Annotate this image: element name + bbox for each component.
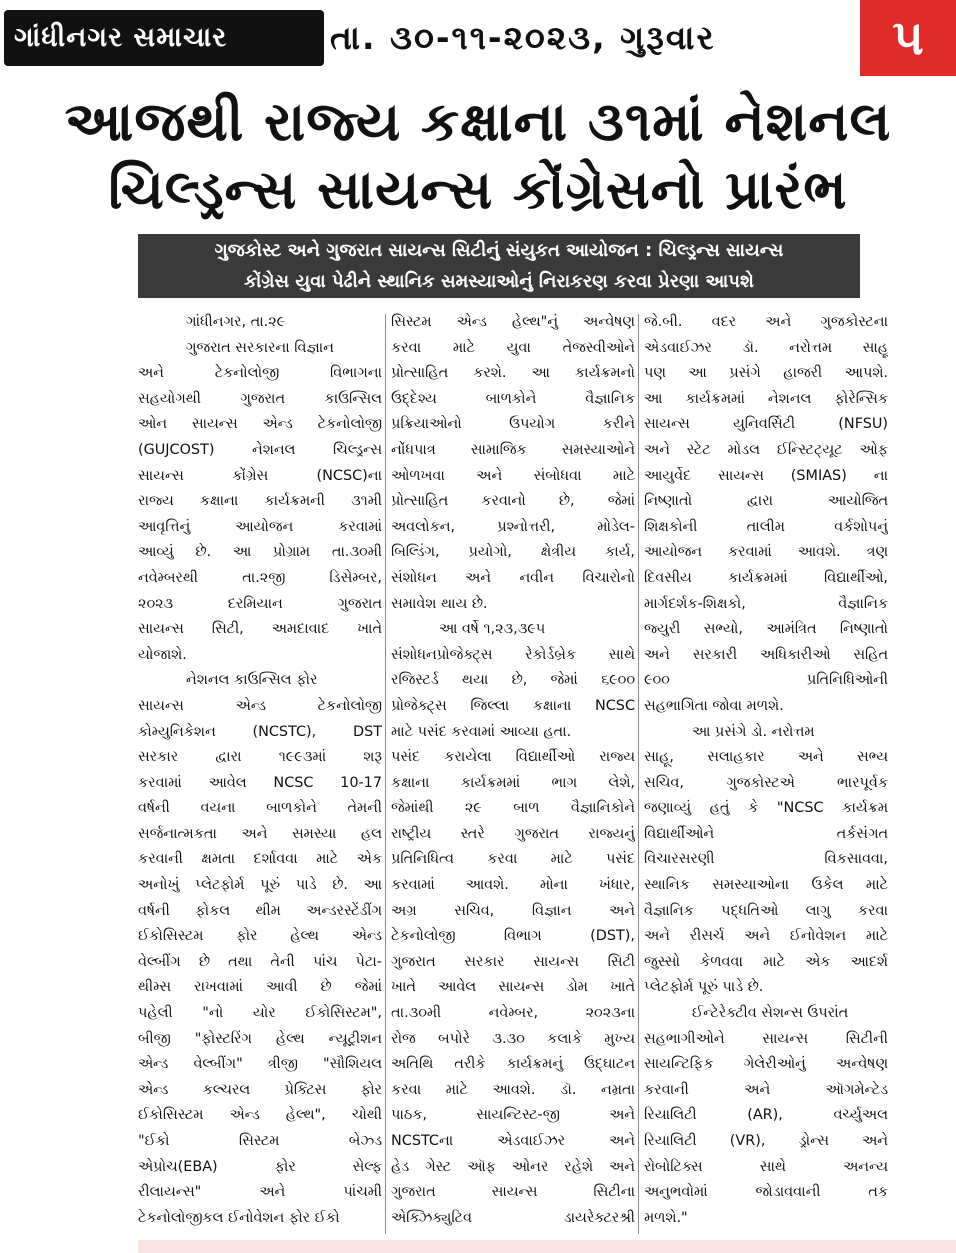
- article-text-line: વૈજ્ઞાનિક પદ્ધતિઓ લાગુ કરવા: [644, 902, 888, 919]
- article-text-line: આવ્યું છે. આ પ્રોગ્રામ તા.૩૦મી: [138, 544, 382, 561]
- article-text-line: સર્જનાત્મકતા અને સમસ્યા હલ: [138, 825, 382, 842]
- article-text-line: ઈકોસિસ્ટમ એન્ડ હેલ્થ", ચોથી: [138, 1107, 382, 1124]
- article-text-line: બીજી "ફોસ્ટરિંગ હેલ્થ ન્યૂટ્રીશન: [138, 1030, 382, 1047]
- article-text-line: મળશે.": [644, 1209, 688, 1226]
- issue-date: તા. ૩૦-૧૧-૨૦૨૩, ગુરૂવાર: [330, 18, 716, 57]
- article-text-line: દિવસીય કાર્યક્રમમાં વિદ્યાર્થીઓ,: [644, 569, 888, 586]
- article-text-line: માટે પસંદ કરવામાં આવ્યા હતા.: [391, 723, 572, 740]
- article-column-3: [644, 310, 888, 1240]
- page-bottom-band: [138, 1240, 956, 1253]
- article-text-line: જુસ્સો કેળવવા માટે એક આદર્શ: [644, 953, 888, 970]
- article-column-1: [138, 310, 382, 1240]
- article-subheadline: [138, 234, 860, 298]
- subhead-line-1: ગુજકોસ્ટ અને ગુજરાત સાયન્સ સિટીનું સંયુકત આયોજન : ચિલ્ડ્રન્સ સાયન્સ: [214, 240, 784, 261]
- article-text-line: આ કાર્યક્રમમાં નેશનલ ફોરેન્સિક: [644, 390, 888, 407]
- article-text-line: એડવાઈઝર ડૉ. નરોત્તમ સાહૂ: [644, 339, 888, 356]
- article-text-line: જે.બી. વદર અને ગુજકોસ્ટના: [644, 314, 888, 330]
- article-text-line: સિસ્ટમ એન્ડ હેલ્થ"નું અન્વેષણ: [391, 314, 635, 330]
- article-text-line: નેશનલ કાઉન્સિલ ફોર: [186, 672, 318, 689]
- article-text-line: ગુજરાત સાયન્સ સિટીના: [391, 1184, 635, 1201]
- article-text-line: પ્રોત્સાહિત કરવાનો છે, જેમાં: [391, 493, 635, 510]
- article-text-line: ૨૦૨૩ દરમિયાન ગુજરાત: [138, 595, 382, 612]
- article-text-line: પ્લેટફોર્મ પૂરું પાડે છે.: [644, 979, 764, 996]
- article-text-line: સહયોગથી ગુજરાત કાઉન્સિલ: [138, 390, 382, 407]
- article-text-line: આવૃત્તિનું આયોજન કરવામાં: [138, 518, 382, 535]
- article-text-line: ગાંધીનગર, તા.૨૯: [186, 314, 286, 330]
- masthead: [0, 0, 956, 80]
- article-text-line: પાઠક, સાયન્ટિસ્ટ-જી અને: [391, 1107, 635, 1124]
- article-text-line: સાયન્સ કોંગ્રેસ (NCSC)ના: [138, 467, 382, 484]
- subhead-line-2: કોંગ્રેસ યુવા પેઢીને સ્થાનિક સમસ્યાઓનું નિરાકરણ કરવા પ્રેરણા આપશે: [244, 271, 754, 292]
- article-text-line: (GUJCOST) નેશનલ ચિલ્ડ્રન્સ: [138, 441, 382, 458]
- article-text-line: રિયાલિટી (AR), વર્ચ્યુઅલ: [644, 1107, 888, 1124]
- article-text-line: નવેમ્બરથી તા.૨જી ડિસેમ્બર,: [138, 569, 382, 586]
- article-text-line: કોમ્યુનિકેશન (NCSTC), DST: [138, 723, 382, 740]
- article-text-line: નોંધપાત્ર સામાજિક સમસ્યાઓને: [391, 441, 635, 458]
- article-text-line: રોબોટિક્સ સાથે અનન્ય: [644, 1158, 888, 1175]
- article-text-line: વિદ્યાર્થીઓને તર્કસંગત: [644, 825, 888, 842]
- article-text-line: કરવા માટે યુવા તેજસ્વીઓને: [391, 339, 635, 356]
- article-text-line: અને સરકારી અધિકારીઓ સહિત: [644, 646, 888, 663]
- article-text-line: રોજ બપોરે ૩.૩૦ કલાકે મુખ્ય: [391, 1030, 635, 1047]
- article-text-line: સરકાર દ્વારા ૧૯૯૩માં શરૂ: [138, 749, 382, 766]
- article-text-line: અને રીસર્ચ અને ઈનોવેશન માટે: [644, 928, 888, 945]
- article-text-line: કરવાની ક્ષમતા દર્શાવવા માટે એક: [138, 851, 382, 868]
- article-text-line: સાયન્સ સિટી, અમદાવાદ ખાતે: [138, 621, 382, 638]
- article-text-line: સચિવ, ગુજકોસ્ટએ ભારપૂર્વક: [644, 774, 888, 791]
- article-text-line: આ વર્ષે ૧,૨૩,૩૯૫: [439, 621, 546, 638]
- article-text-line: જ્યુરી સભ્યો, આમંત્રિત નિષ્ણાતો: [644, 621, 888, 638]
- article-text-line: બિલ્ડિંગ, પ્રયોગો, ક્ષેત્રીય કાર્ય,: [391, 544, 635, 561]
- article-text-line: એક્ઝિક્યુટિવ ડાયરેક્ટરશ્રી: [391, 1209, 635, 1226]
- article-text-line: ઈકોસિસ્ટમ ફોર હેલ્થ એન્ડ: [138, 928, 382, 945]
- article-text-line: સમાવેશ થાય છે.: [391, 595, 488, 612]
- article-text-line: વર્ષની વયના બાળકોને તેમની: [138, 800, 382, 817]
- headline-line-2: ચિલ્ડ્રન્સ સાયન્સ કોંગ્રેસનો પ્રારંભ: [108, 158, 848, 221]
- article-text-line: શિક્ષકોની તાલીમ વર્કશોપનું: [644, 518, 888, 535]
- article-text-line: કરવા માટે આવશે. ડૉ. નમ્રતા: [391, 1081, 635, 1098]
- article-text-line: સંશોધન અને નવીન વિચારોનો: [391, 569, 635, 586]
- article-text-line: સાયન્ટિફિક ગેલેરીઓનું અન્વેષણ: [644, 1056, 888, 1073]
- article-text-line: એન્ડ વેલ્બીંગ" ત્રીજી "સૌશિયલ: [138, 1056, 382, 1073]
- page-number-badge: ૫: [860, 0, 956, 76]
- article-text-line: જણાવ્યું હતું કે "NCSC કાર્યક્રમ: [644, 800, 888, 817]
- column-divider: [638, 314, 639, 1234]
- article-text-line: સંશોધનપ્રોજેક્ટ્સ રેકોર્ડબ્રેક સાથે: [391, 646, 635, 663]
- article-text-line: જેમાંથી ૨૯ બાળ વૈજ્ઞાનિકોને: [391, 800, 635, 817]
- article-text-line: કરવામાં આવશે. મોના ખંધાર,: [391, 877, 635, 894]
- article-text-line: રીલાયન્સ" અને પાંચમી: [138, 1184, 382, 1201]
- newspaper-name: ગાંધીનગર સમાચાર: [4, 10, 324, 66]
- article-text-line: પ્રોત્સાહિત કરશે. આ કાર્યક્રમનો: [391, 365, 635, 382]
- article-text-line: ખાતે આવેલ સાયન્સ ડોમ ખાતે: [391, 979, 635, 996]
- article-text-line: અવલોકન, પ્રશ્નોત્તરી, મોડેલ-: [391, 518, 635, 535]
- article-text-line: એન્ડ કલ્ચરલ પ્રેક્ટિસ ફોર: [138, 1081, 382, 1098]
- article-text-line: કક્ષાના કાર્યક્રમમાં ભાગ લેશે,: [391, 774, 635, 791]
- article-text-line: ગુજરાત સરકાર સાયન્સ સિટી: [391, 953, 635, 970]
- article-text-line: ઉદ્દેશ્ય બાળકોને વૈજ્ઞાનિક: [391, 390, 635, 407]
- article-text-line: હેડ ગેસ્ટ ઑફ ઓનર રહેશે અને: [391, 1158, 635, 1175]
- article-text-line: કરવામાં આવેલ NCSC 10-17: [138, 774, 382, 791]
- article-text-line: અનુભવોમાં જોડાવવાની તક: [644, 1184, 888, 1201]
- article-text-line: પહેલી "નો યોર ઈકોસિસ્ટમ",: [138, 1005, 382, 1022]
- article-text-line: અને ટેકનોલોજી વિભાગના: [138, 365, 382, 382]
- article-text-line: અને સ્ટેટ મોડલ ઈન્સ્ટિટ્યૂટ ઓફ: [644, 441, 888, 458]
- article-text-line: નિષ્ણાતો દ્વારા આયોજિત: [644, 493, 888, 510]
- article-text-line: રાષ્ટ્રીય સ્તરે ગુજરાત રાજ્યનું: [391, 825, 635, 842]
- article-text-line: ઓળખવા અને સંબોધવા માટે: [391, 467, 635, 484]
- article-text-line: આયુર્વેદ સાયન્સ (SMIAS) ના: [644, 467, 888, 484]
- article-text-line: ઈન્ટેરેક્ટીવ સેશન્સ ઉપરાંત: [692, 1005, 849, 1022]
- article-text-line: રિયાલિટી (VR), ડ્રોન્સ અને: [644, 1133, 888, 1149]
- article-text-line: સાયન્સ એન્ડ ટેકનોલોજી: [138, 697, 382, 714]
- article-text-line: માર્ગદર્શક-શિક્ષકો, વૈજ્ઞાનિક: [644, 595, 888, 612]
- article-text-line: એપ્રોચ(EBA) ફોર સેલ્ફ: [138, 1158, 382, 1175]
- article-text-line: સહભાગીઓને સાયન્સ સિટીની: [644, 1030, 888, 1047]
- article-text-line: વેલ્બીંગ છે તથા તેની પાંચ પેટા-: [138, 953, 382, 970]
- article-text-line: થીમ્સ રાખવામાં આવી છે જેમાં: [138, 979, 382, 996]
- article-text-line: પસંદ કરાયેલા વિદ્યાર્થીઓ રાજ્ય: [391, 749, 635, 766]
- article-text-line: રજિસ્ટર્ડ થયા છે, જેમાં ૬૯૦૦: [391, 672, 635, 689]
- article-text-line: સહભાગિતા જોવા મળશે.: [644, 697, 784, 714]
- article-text-line: ગુજરાત સરકારના વિજ્ઞાન: [186, 339, 334, 356]
- article-text-line: સાયન્સ યુનિવર્સિટી (NFSU): [644, 416, 888, 433]
- article-text-line: આયોજન કરવામાં આવશે. ત્રણ: [644, 544, 888, 561]
- article-text-line: સાહૂ, સલાહકાર અને સભ્ય: [644, 749, 888, 766]
- headline-line-1: આજથી રાજ્ય કક્ષાના ૩૧માં નેશનલ: [64, 90, 892, 153]
- article-text-line: આ પ્રસંગે ડો. નરોત્તમ: [692, 723, 815, 740]
- column-divider: [385, 314, 386, 1234]
- article-text-line: પ્રક્રિયાઓનો ઉપયોગ કરીને: [391, 416, 635, 433]
- article-text-line: તા.૩૦મી નવેમ્બર, ૨૦૨૩ના: [391, 1005, 635, 1022]
- article-text-line: અતિથિ તરીકે કાર્યક્રમનું ઉદ્ઘાટન: [391, 1056, 635, 1073]
- article-text-line: ઓન સાયન્સ એન્ડ ટેકનોલોજી: [138, 416, 382, 433]
- article-text-line: NCSTCના એડવાઈઝર અને: [391, 1133, 635, 1149]
- article-text-line: પ્રોજેક્ટ્સ જિલ્લા કક્ષાના NCSC: [391, 697, 635, 714]
- article-text-line: પણ આ પ્રસંગે હાજરી આપશે.: [644, 365, 888, 382]
- article-text-line: પ્રતિનિધિત્વ કરવા માટે પસંદ: [391, 851, 635, 868]
- article-text-line: કરવાની અને ઑગમેન્ટેડ: [644, 1081, 888, 1098]
- article-column-2: [391, 310, 635, 1240]
- article-text-line: ટેકનોલોજીકલ ઈનોવેશન ફોર ઈકો: [138, 1209, 340, 1226]
- article-text-line: ટેકનોલોજી વિભાગ (DST),: [391, 928, 635, 945]
- article-text-line: અગ્ર સચિવ, વિજ્ઞાન અને: [391, 902, 635, 919]
- article-text-line: વર્ષની ફોકલ થીમ અન્ડરસ્ટેંડીંગ: [138, 902, 382, 919]
- article-text-line: અનોખું પ્લેટફોર્મ પૂરું પાડે છે. આ: [138, 877, 382, 894]
- article-text-line: વિચારસરણી વિકસાવવા,: [644, 851, 888, 868]
- article-text-line: રાજ્ય કક્ષાના કાર્યક્રમની ૩૧મી: [138, 493, 382, 510]
- article-text-line: સ્થાનિક સમસ્યાઓના ઉકેલ માટે: [644, 877, 888, 894]
- article-text-line: ૯૦૦ પ્રતિનિધિઓની: [644, 672, 888, 689]
- article-headline: [40, 88, 916, 228]
- article-text-line: યોજાશે.: [138, 646, 187, 663]
- article-text-line: "ઈકો સિસ્ટમ બેઝ્ડ: [138, 1133, 382, 1149]
